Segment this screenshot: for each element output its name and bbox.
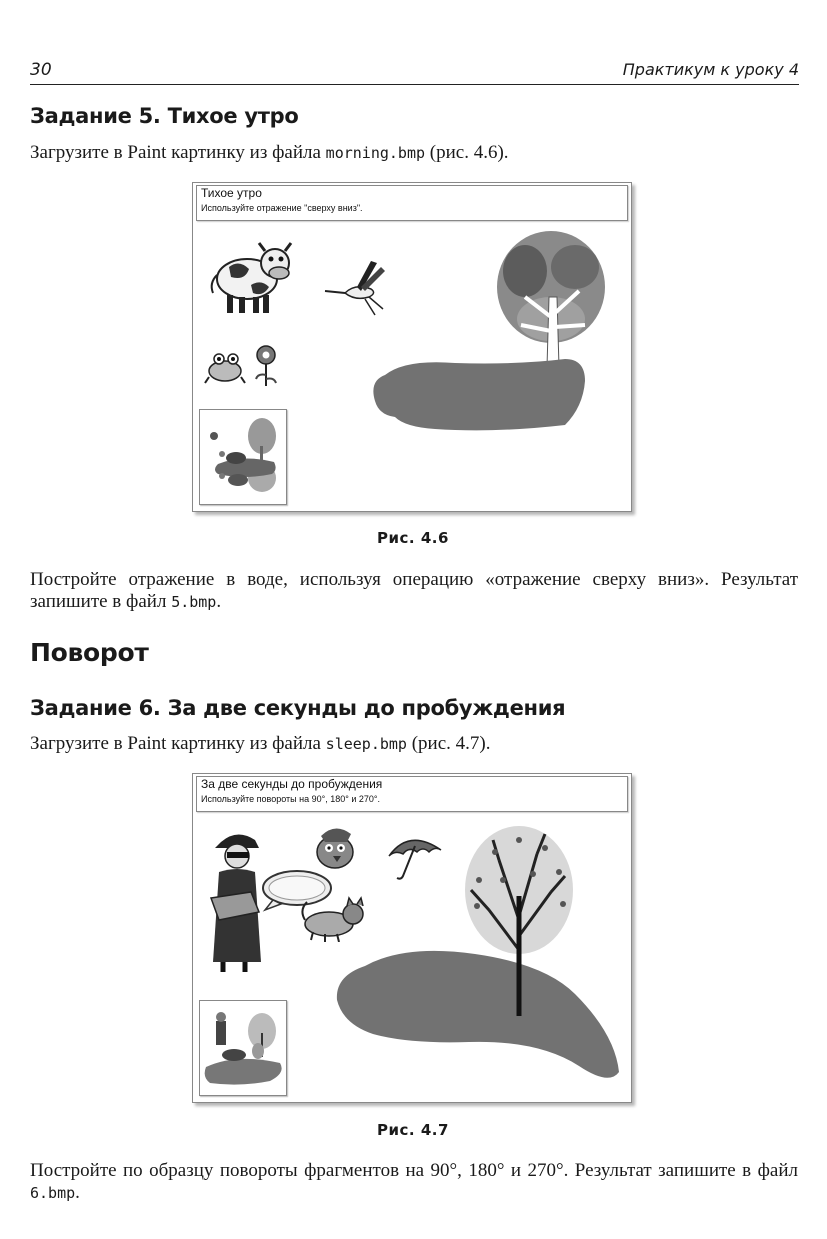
cat-icon: [299, 896, 369, 942]
figure-4-7-caption: Рис. 4.7: [377, 1121, 449, 1139]
sample-thumbnail: [199, 1000, 287, 1096]
sample-thumbnail-image: [200, 410, 286, 504]
figure-4-7-window: [192, 773, 632, 1103]
task-5-heading: Задание 5. Тихое утро: [30, 104, 299, 128]
task-5-file: morning.bmp: [325, 144, 426, 162]
pond-shape: [371, 355, 591, 437]
figure-4-6-title: Тихое утро: [201, 186, 262, 200]
cow-icon: [207, 239, 299, 319]
task-6-intro-suffix: (рис. 4.7).: [411, 733, 491, 754]
page-number: 30: [30, 60, 52, 80]
task-6-instruction-text: Постройте по образцу повороты фрагментов на 90°, 180° и 270°. Результат запишите в файл: [30, 1160, 798, 1181]
umbrella-icon: [385, 832, 445, 882]
task-5-period: .: [216, 591, 222, 612]
frog-icon: [203, 347, 247, 385]
figure-4-6-window: [192, 182, 632, 512]
task-6-intro: [30, 733, 798, 755]
task-6-period: .: [75, 1182, 80, 1203]
task-6-intro-text: Загрузите в Paint картинку из файла: [30, 733, 321, 754]
tree-icon: [459, 820, 579, 1020]
task-6-result-file: 6.bmp: [30, 1184, 76, 1202]
task-5-instruction: [30, 569, 798, 613]
bird-icon: [307, 824, 363, 874]
section-title: Поворот: [30, 638, 149, 667]
task-5-intro-text: Загрузите в Paint картинку из файла: [30, 142, 321, 163]
task-6-file: sleep.bmp: [325, 735, 407, 753]
sample-thumbnail: [199, 409, 287, 505]
figure-4-6-header: [196, 185, 628, 221]
running-title: Практикум к уроку 4: [622, 60, 799, 79]
figure-4-6-subtitle: Используйте отражение "сверху вниз".: [201, 203, 363, 213]
task-6-instruction: [30, 1160, 798, 1204]
figure-4-7-title: За две секунды до пробуждения: [201, 777, 383, 791]
task-5-instruction-text: Постройте отражение в воде, используя операцию «отражение сверху вниз». Результат запишите в файл: [30, 569, 798, 612]
task-5-intro: [30, 142, 798, 164]
figure-4-7-subtitle: Используйте повороты на 90°, 180° и 270°.: [201, 794, 380, 804]
task-5-intro-suffix: (рис. 4.6).: [429, 142, 509, 163]
flower-icon: [251, 343, 281, 389]
figure-4-7-header: [196, 776, 628, 812]
sample-thumbnail-image: [200, 1001, 286, 1095]
task-5-result-file: 5.bmp: [171, 593, 217, 611]
stork-icon: [321, 257, 393, 323]
task-6-heading: Задание 6. За две секунды до пробуждения: [30, 696, 566, 720]
running-header: [30, 58, 799, 85]
figure-4-6-caption: Рис. 4.6: [377, 529, 449, 547]
tree-icon: [485, 227, 615, 367]
